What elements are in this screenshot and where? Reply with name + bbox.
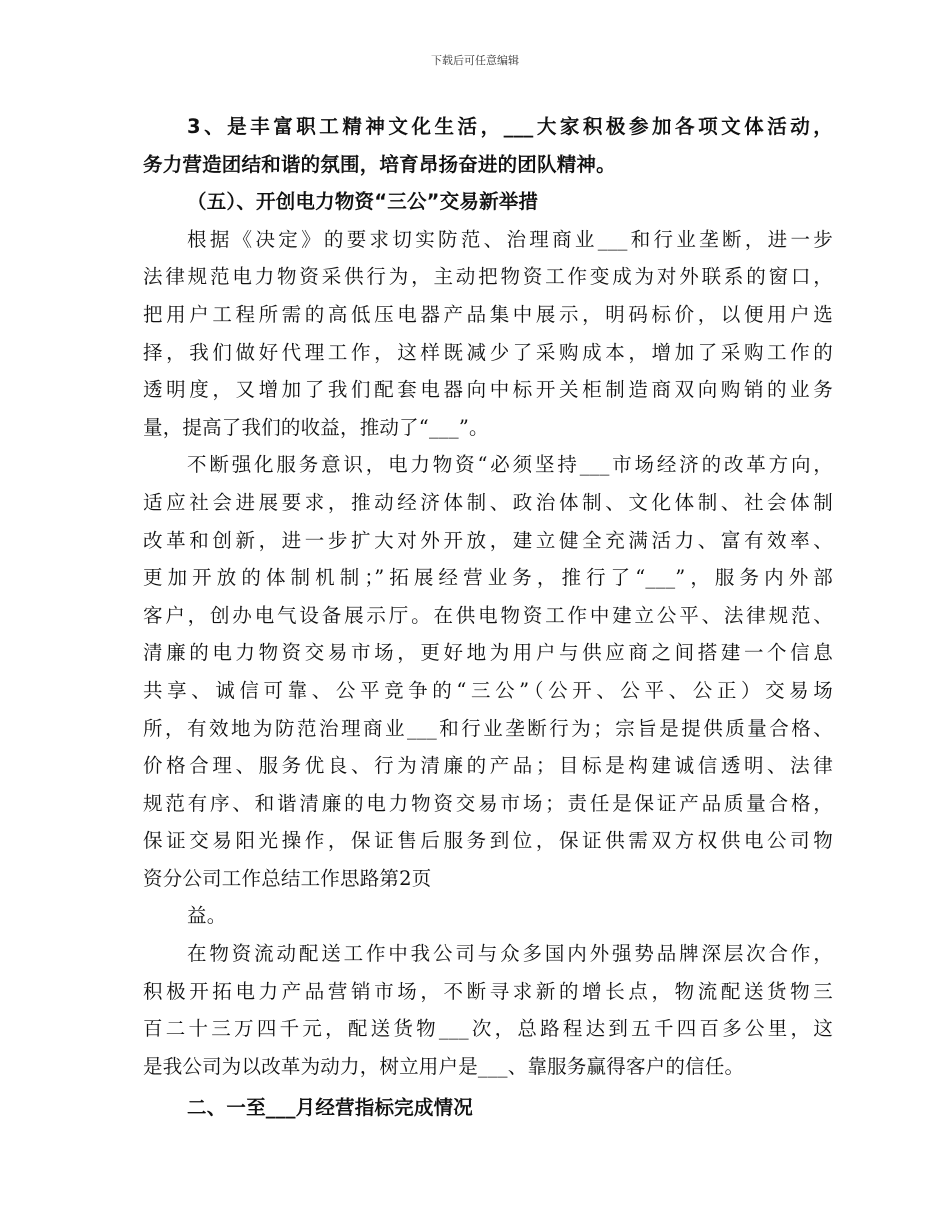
paragraph-line: 保证交易阳光操作，保证售后服务到位，保证供需双方权供电公司物 xyxy=(143,829,833,853)
paragraph-line: 客户，创办电气设备展示厅。在供电物资工作中建立公平、法律规范、 xyxy=(143,603,833,627)
paragraph-line: 量，提高了我们的收益，推动了“___”。 xyxy=(143,415,489,439)
paragraph-line: 百二十三万四千元，配送货物___次，总路程达到五千四百多公里，这 xyxy=(143,1017,833,1041)
paragraph-line: 资分公司工作总结工作思路第2页 xyxy=(143,866,432,890)
paragraph-line: 改革和创新，进一步扩大对外开放，建立健全充满活力、富有效率、 xyxy=(143,528,833,552)
paragraph-line: 法律规范电力物资采供行为，主动把物资工作变成为对外联系的窗口， xyxy=(143,265,833,289)
paragraph-line: 清廉的电力物资交易市场，更好地为用户与供应商之间搭建一个信息 xyxy=(143,641,833,665)
paragraph-line: 根据《决定》的要求切实防范、治理商业___和行业垄断，进一步 xyxy=(187,227,833,251)
paragraph-line: 益。 xyxy=(187,904,227,928)
paragraph-line: 3、是丰富职工精神文化生活，___大家积极参加各项文体活动， xyxy=(187,115,833,138)
paragraph-line: 把用户工程所需的高低压电器产品集中展示，明码标价，以便用户选 xyxy=(143,302,833,326)
page-header: 下载后可任意编辑 xyxy=(431,54,519,67)
paragraph-line: 务力营造团结和谐的氛围，培育昂扬奋进的团队精神。 xyxy=(143,152,616,176)
paragraph-line: 积极开拓电力产品营销市场，不断寻求新的增长点，物流配送货物三 xyxy=(143,979,833,1003)
paragraph-line: 透明度，又增加了我们配套电器向中标开关柜制造商双向购销的业务 xyxy=(143,378,833,402)
document-body xyxy=(143,108,833,1127)
paragraph-line: 价格合理、服务优良、行为清廉的产品；目标是构建诚信透明、法律 xyxy=(143,754,833,778)
paragraph-line: 所，有效地为防范治理商业___和行业垄断行为；宗旨是提供质量合格、 xyxy=(143,716,833,740)
paragraph-line: 是我公司为以改革为动力，树立用户是___、靠服务赢得客户的信任。 xyxy=(143,1054,745,1078)
section-heading: （五）、开创电力物资“三公”交易新举措 xyxy=(187,190,539,214)
paragraph-line: 共享、诚信可靠、公平竞争的“三公”（公开、公平、公正）交易场 xyxy=(143,678,833,702)
paragraph-line: 更加开放的体制机制；”拓展经营业务，推行了“___”，服务内外部 xyxy=(143,566,833,590)
paragraph-line: 择，我们做好代理工作，这样既减少了采购成本，增加了采购工作的 xyxy=(143,340,833,364)
section-heading: 二、一至___月经营指标完成情况 xyxy=(187,1096,473,1120)
paragraph-line: 不断强化服务意识，电力物资“必须坚持___市场经济的改革方向， xyxy=(187,453,833,477)
paragraph-line: 规范有序、和谐清廉的电力物资交易市场；责任是保证产品质量合格， xyxy=(143,791,833,815)
paragraph-line: 适应社会进展要求，推动经济体制、政治体制、文化体制、社会体制 xyxy=(143,490,833,514)
paragraph-line: 在物资流动配送工作中我公司与众多国内外强势品牌深层次合作， xyxy=(187,942,833,966)
